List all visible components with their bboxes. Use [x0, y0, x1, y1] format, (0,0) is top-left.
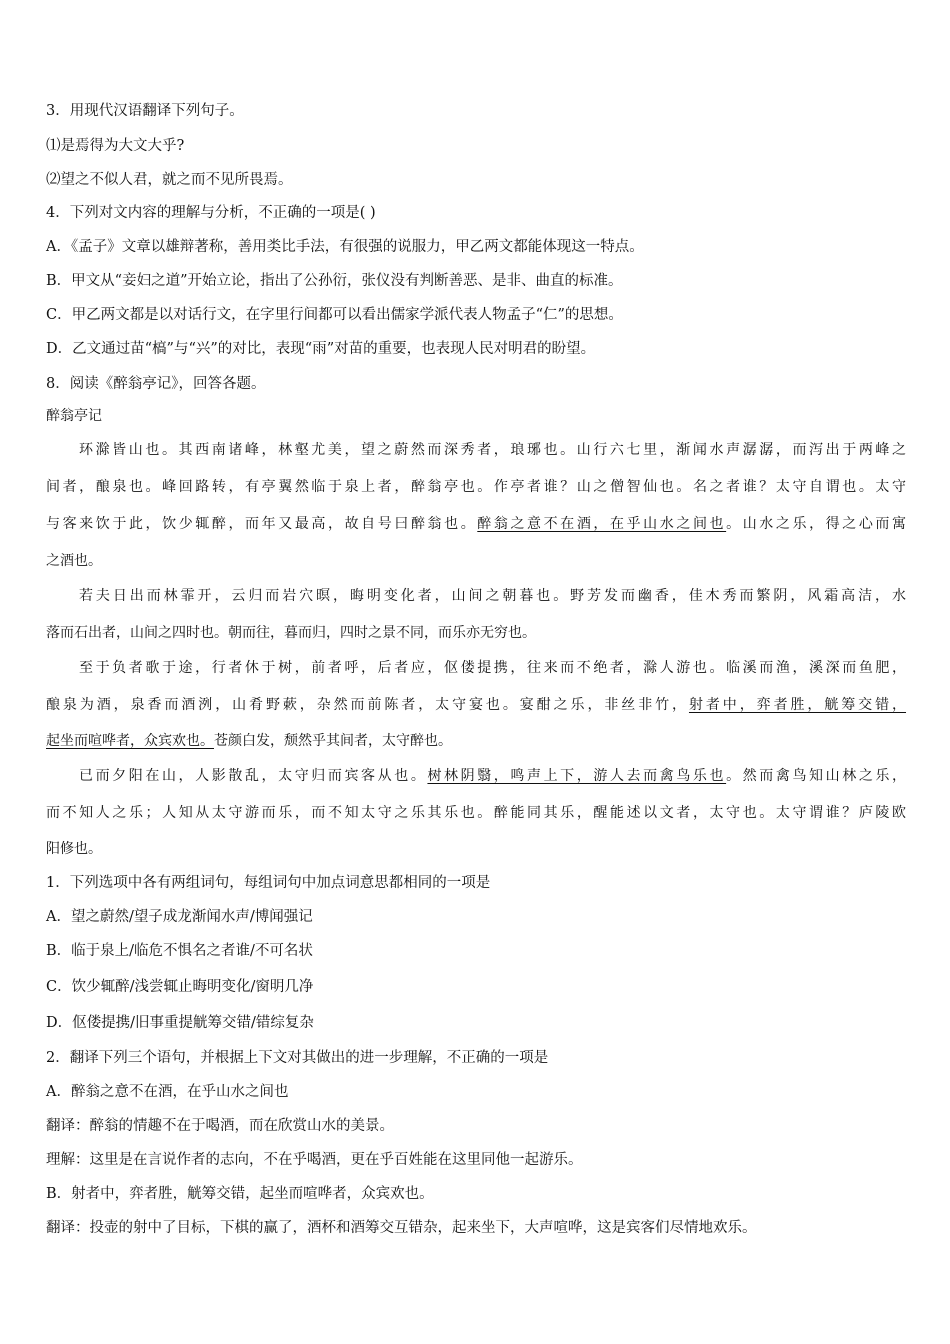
q3-sentence-1: ⑴是焉得为大文大乎?: [46, 138, 185, 154]
q3-sentence-2: ⑵望之不似人君，就之而不见所畏焉。: [46, 172, 293, 188]
passage-p2-line-1: 若夫日出而林霏开，云归而岩穴暝，晦明变化者，山间之朝暮也。野芳发而幽香，佳木秀而繁阴，风霜高洁，水: [79, 588, 906, 604]
q4-option-b: B．甲文从“妾妇之道”开始立论，指出了公孙衍，张仪没有判断善恶、是非、曲直的标准。: [46, 273, 623, 289]
sub1-option-d: D．伛偻提携/旧事重提觥筹交错/错综复杂: [46, 1015, 314, 1031]
sub1-option-b: B．临于泉上/临危不惧名之者谁/不可名状: [46, 943, 313, 959]
passage-p1-line-2: 间者，酿泉也。峰回路转，有亭翼然临于泉上者，醉翁亭也。作亭者谁？山之僧智仙也。名之者谁？太守自谓也。太守: [46, 479, 906, 495]
underlined-sentence-2a: 射者中，弈者胜，觥筹交错，: [688, 697, 907, 713]
sub1-title: 1．下列选项中各有两组词句，每组词句中加点词意思都相同的一项是: [46, 875, 491, 891]
underlined-sentence-3: 树林阴翳，鸣声上下，游人去而禽鸟乐也: [427, 768, 727, 784]
sub2-option-a: A．醉翁之意不在酒，在乎山水之间也: [46, 1084, 289, 1100]
passage-p1-line-3: 与客来饮于此，饮少辄醉，而年又最高，故自号曰醉翁也。醉翁之意不在酒，在乎山水之间也。山水之乐，得之心而寓: [46, 516, 907, 532]
q4-title: 4．下列对文内容的理解与分析，不正确的一项是( ): [46, 205, 376, 221]
passage-p4-line-3: 阳修也。: [46, 841, 102, 857]
q3-title: 3．用现代汉语翻译下列句子。: [46, 103, 244, 119]
passage-p3-line-3: 起坐而喧哗者，众宾欢也。苍颜白发，颓然乎其间者，太守醉也。: [46, 733, 452, 749]
sub2-a-understanding: 理解：这里是在言说作者的志向，不在乎喝酒，更在乎百姓能在这里同他一起游乐。: [46, 1152, 583, 1168]
sub1-option-c: C．饮少辄醉/浅尝辄止晦明变化/窗明几净: [46, 979, 314, 995]
sub2-a-translation: 翻译：醉翁的情趣不在于喝酒，而在欣赏山水的美景。: [46, 1118, 394, 1134]
underlined-sentence-1: 醉翁之意不在酒，在乎山水之间也: [477, 516, 727, 532]
sub2-b-translation: 翻译：投壶的射中了目标，下棋的赢了，酒杯和酒筹交互错杂，起来坐下，大声喧哗，这是宾客们尽情地欢乐。: [46, 1220, 757, 1236]
q8-intro: 8．阅读《醉翁亭记》，回答各题。: [46, 376, 266, 392]
sub1-option-a: A．望之蔚然/望子成龙渐闻水声/博闻强记: [46, 909, 313, 925]
passage-p1-line-1: 环滁皆山也。其西南诸峰，林壑尤美，望之蔚然而深秀者，琅琊也。山行六七里，渐闻水声潺潺，而泻出于两峰之: [79, 442, 906, 458]
q4-option-c: C．甲乙两文都是以对话行文，在字里行间都可以看出儒家学派代表人物孟子“仁”的思想。: [46, 307, 623, 323]
passage-p4-line-1: 已而夕阳在山，人影散乱，太守归而宾客从也。树林阴翳，鸣声上下，游人去而禽鸟乐也。然而禽鸟知山林之乐，: [79, 768, 907, 784]
passage-title: 醉翁亭记: [46, 408, 102, 424]
q4-option-a: A．《孟子》文章以雄辩著称，善用类比手法，有很强的说服力，甲乙两文都能体现这一特点。: [46, 239, 644, 255]
passage-p3-line-1: 至于负者歌于途，行者休于树，前者呼，后者应，伛偻提携，往来而不绝者，滁人游也。临溪而渔，溪深而鱼肥，: [79, 660, 906, 676]
sub2-option-b: B．射者中，弈者胜，觥筹交错，起坐而喧哗者，众宾欢也。: [46, 1186, 434, 1202]
passage-p4-line-2: 而不知人之乐；人知从太守游而乐，而不知太守之乐其乐也。醉能同其乐，醒能述以文者，太守也。太守谓谁？庐陵欧: [46, 805, 906, 821]
sub2-title: 2．翻译下列三个语句，并根据上下文对其做出的进一步理解，不正确的一项是: [46, 1050, 549, 1066]
passage-p2-line-2: 落而石出者，山间之四时也。朝而往，暮而归，四时之景不同，而乐亦无穷也。: [46, 625, 536, 641]
passage-p3-line-2: 酿泉为酒，泉香而酒洌，山肴野蔌，杂然而前陈者，太守宴也。宴酣之乐，非丝非竹，射者中，弈者胜，觥筹交错，: [46, 697, 907, 713]
underlined-sentence-2b: 起坐而喧哗者，众宾欢也。: [46, 733, 214, 749]
passage-p1-line-4: 之酒也。: [46, 553, 102, 569]
q4-option-d: D．乙文通过苗“槁”与“兴”的对比，表现“雨”对苗的重要，也表现人民对明君的盼望。: [46, 341, 596, 357]
